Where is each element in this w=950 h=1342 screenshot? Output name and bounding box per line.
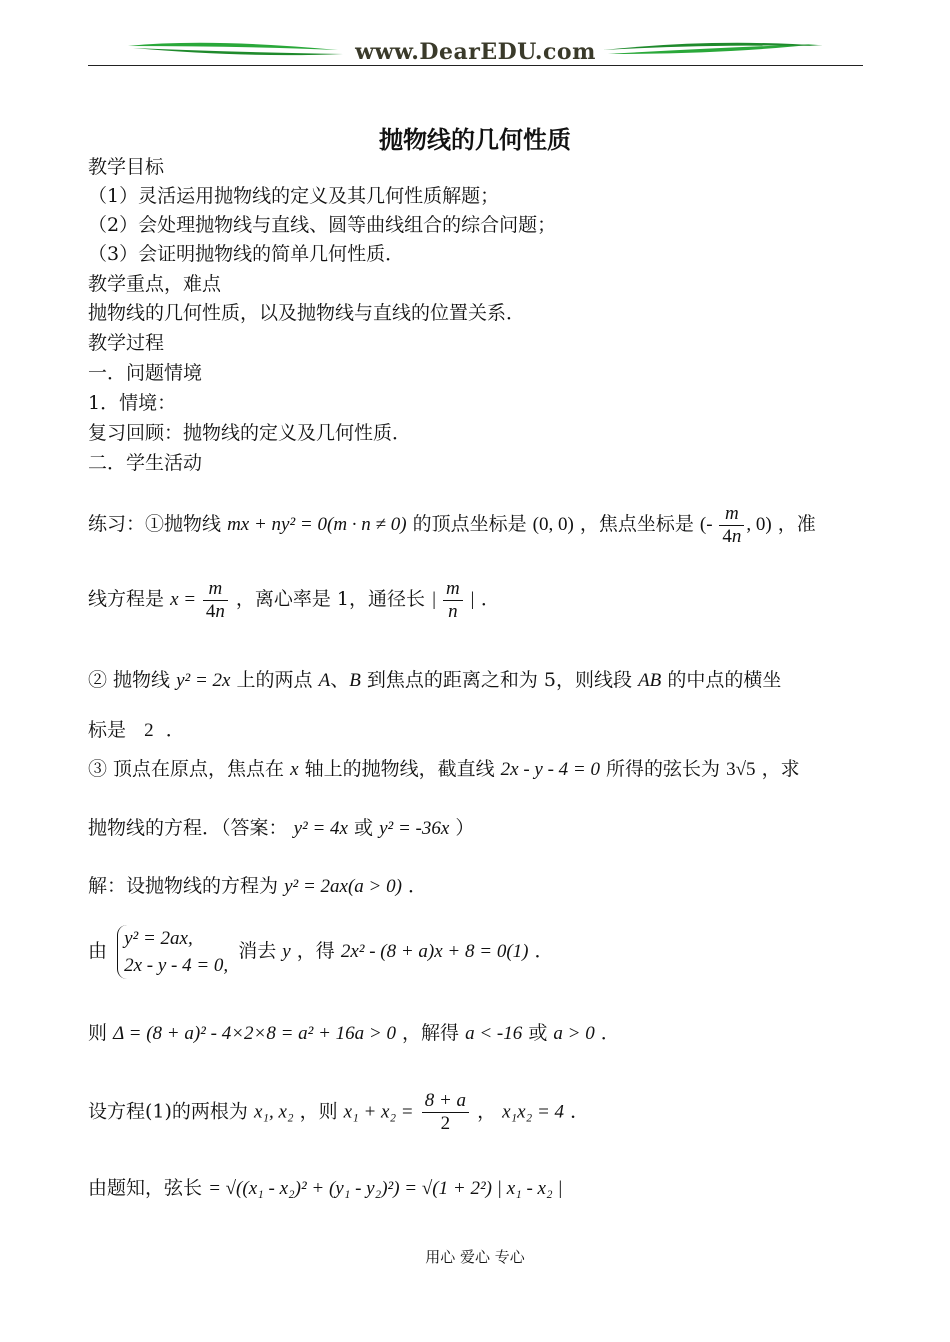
objective-item: （3）会证明抛物线的简单几何性质． xyxy=(88,243,405,265)
answer: 2 xyxy=(144,720,154,741)
text: ，得 xyxy=(296,940,335,962)
text: 由 xyxy=(88,940,108,962)
math-var: y xyxy=(282,941,291,962)
math-equation: mx + ny² = 0(m · n ≠ 0) xyxy=(227,513,407,535)
text: ． xyxy=(600,1022,620,1044)
exercise-3-line-2 xyxy=(88,815,474,842)
solution-roots-line xyxy=(88,1090,589,1135)
exercise-3-line-1 xyxy=(88,756,800,783)
exercise-1-line-1 xyxy=(88,503,816,548)
text: 上的两点 xyxy=(236,669,313,691)
math-product: x₁x₂ = 4 xyxy=(502,1101,565,1123)
math-var: x xyxy=(290,759,299,780)
text: ，离心率是 1，通径长 xyxy=(235,587,426,610)
fraction-denominator: 2 xyxy=(440,1113,451,1134)
text: 轴上的抛物线，截直线 xyxy=(304,758,495,780)
math-segment: AB xyxy=(638,670,662,691)
math-answer: y² = 4x xyxy=(293,818,348,839)
text: 或 xyxy=(528,1022,548,1044)
math-answer: y² = -36x xyxy=(379,818,450,839)
objective-item: （1）灵活运用抛物线的定义及其几何性质解题； xyxy=(88,185,500,207)
text: ． xyxy=(407,875,427,897)
text: ． xyxy=(480,587,500,610)
text: ． xyxy=(165,719,185,741)
math-directrix: x = $\frac{m}{4n}$ xyxy=(170,589,230,610)
text: ． xyxy=(534,940,554,962)
site-logo[interactable]: www.DearEDU.com xyxy=(355,39,596,65)
section-heading: 一．问题情境 xyxy=(88,362,203,384)
math-chord-length: = √((x₁ - x₂)² + (y₁ - y₂)²) = √(1 + 2²) | x₁ - x₂ | xyxy=(208,1178,563,1199)
math-root-range: a < -16 xyxy=(465,1023,523,1044)
text: ． xyxy=(570,1100,590,1123)
math-discriminant: Δ = (8 + a)² - 4×2×8 = a² + 16a > 0 xyxy=(113,1023,396,1044)
math-root-range: a > 0 xyxy=(553,1023,595,1044)
text: ，准 xyxy=(777,512,816,535)
math-equation: y² = 2ax(a > 0) xyxy=(284,876,402,897)
text: ， xyxy=(477,1100,497,1123)
text: 的顶点坐标是 xyxy=(412,512,527,535)
solution-chord-line xyxy=(88,1175,563,1202)
text: ，焦点坐标是 xyxy=(579,512,694,535)
text: ，则 xyxy=(299,1100,338,1123)
math-sum-lhs: x₁ + x₂ = xyxy=(343,1101,414,1123)
text: 由题知，弦长 xyxy=(88,1177,203,1199)
text: ） xyxy=(455,817,475,839)
solution-system-line xyxy=(88,925,554,979)
math-quadratic: 2x² - (8 + a)x + 8 = 0(1) xyxy=(340,941,529,962)
site-header xyxy=(88,36,863,68)
text: ② 抛物线 xyxy=(88,669,171,691)
page-footer: 用心 爱心 专心 xyxy=(425,1248,525,1266)
equation-system xyxy=(117,925,228,979)
text: 消去 xyxy=(238,940,277,962)
objective-item: （2）会处理抛物线与直线、圆等曲线组合的综合问题； xyxy=(88,214,557,236)
text: 或 xyxy=(354,817,374,839)
text: ，解得 xyxy=(402,1022,460,1044)
text: 所得的弦长为 xyxy=(606,758,721,780)
math-point: B xyxy=(349,670,361,691)
text: 练习：①抛物线 xyxy=(88,512,222,535)
exercise-2-line-2 xyxy=(88,717,185,744)
exercise-2-line-1 xyxy=(88,667,781,694)
text: 到焦点的距离之和为 5，则线段 xyxy=(366,669,633,691)
exercise-1-line-2 xyxy=(88,578,500,623)
header-divider xyxy=(88,65,863,66)
key-points-text: 抛物线的几何性质，以及抛物线与直线的位置关系． xyxy=(88,302,526,324)
solution-discriminant-line xyxy=(88,1020,620,1047)
math-line: 2x - y - 4 = 0 xyxy=(500,759,600,780)
text: ，求 xyxy=(761,758,800,780)
text: 则 xyxy=(88,1022,108,1044)
text: 标是 xyxy=(88,719,127,741)
solution-line-1 xyxy=(88,873,427,900)
text: 抛物线的方程．（答案： xyxy=(88,817,288,839)
text: 解：设抛物线的方程为 xyxy=(88,875,279,897)
text: ③ 顶点在原点，焦点在 xyxy=(88,758,285,780)
math-sum-fraction xyxy=(422,1090,469,1135)
text: 的中点的横坐 xyxy=(667,669,782,691)
fraction-numerator: 8 + a xyxy=(422,1090,469,1113)
text: 线方程是 xyxy=(88,587,165,610)
math-chord-length: 3√5 xyxy=(726,759,756,780)
math-focus: (- $\frac{m}{4n}$ , 0) xyxy=(699,503,772,547)
text: 、 xyxy=(330,669,350,691)
math-equation: y² = 2x xyxy=(176,670,231,691)
review-text: 复习回顾：抛物线的定义及几何性质． xyxy=(88,422,412,444)
subsection-heading: 1．情境： xyxy=(88,392,177,414)
math-point: A xyxy=(318,670,331,691)
system-eq: y² = 2ax, xyxy=(124,928,193,949)
math-latus-rectum: | $\frac{m}{n}$ | xyxy=(431,578,475,622)
process-heading: 教学过程 xyxy=(88,332,165,354)
page-title: 抛物线的几何性质 xyxy=(379,125,571,154)
math-vertex: (0, 0) xyxy=(532,513,574,535)
math-roots: x₁, x₂ xyxy=(253,1101,294,1123)
objectives-heading: 教学目标 xyxy=(88,156,165,178)
key-points-heading: 教学重点，难点 xyxy=(88,273,222,295)
text: 设方程(1)的两根为 xyxy=(88,1100,248,1123)
system-eq: 2x - y - 4 = 0, xyxy=(124,955,229,976)
section-heading: 二．学生活动 xyxy=(88,452,203,474)
